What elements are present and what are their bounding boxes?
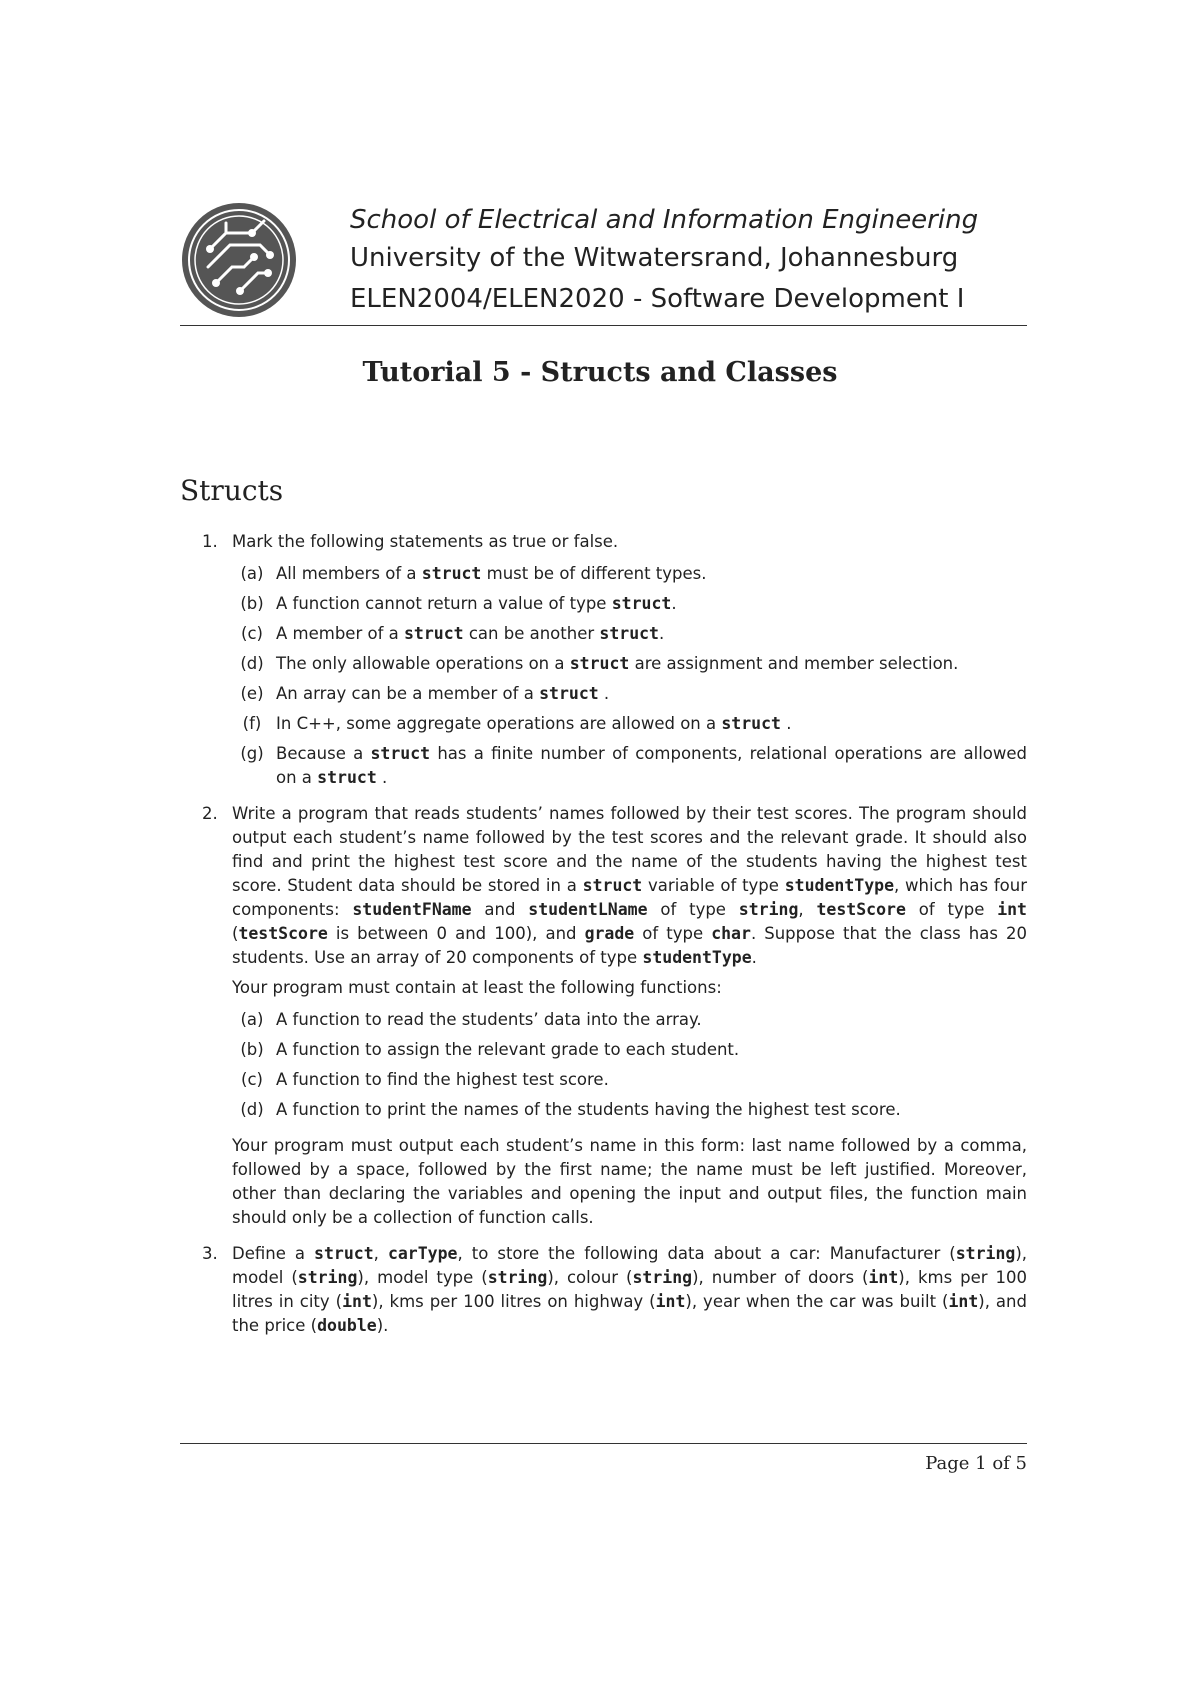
item-text: A function to read the students’ data into the array. <box>276 1010 702 1029</box>
list-item <box>232 1038 1027 1062</box>
item-label: (d) <box>240 654 264 673</box>
code-keyword: int <box>868 1268 899 1287</box>
item-text: . <box>659 624 665 643</box>
school-name: School of Electrical and Information Engineering <box>350 205 979 235</box>
item-label: (c) <box>241 624 263 643</box>
question-number: 3. <box>202 1244 218 1263</box>
text-run: of type <box>647 900 739 919</box>
item-text: A function to find the highest test score. <box>276 1070 609 1089</box>
list-item <box>232 622 1027 646</box>
item-text: . <box>780 714 792 733</box>
code-keyword: struct <box>599 624 659 643</box>
question-1 <box>180 530 1027 790</box>
item-text: Because a <box>276 744 371 763</box>
item-label: (a) <box>240 564 264 583</box>
text-run: . <box>751 948 757 967</box>
item-text: All members of a <box>276 564 422 583</box>
header-divider <box>180 325 1027 326</box>
item-text: are assignment and member selection. <box>629 654 959 673</box>
code-keyword: char <box>711 924 751 943</box>
item-text: can be another <box>463 624 600 643</box>
list-item <box>232 1098 1027 1122</box>
question-2-functions <box>232 1008 1027 1122</box>
text-run: , to store the following data about a car: Manufacturer ( <box>457 1244 956 1263</box>
text-run: . Suppose that the class has 20 students. Use an array of 20 components of type <box>232 924 1027 967</box>
item-text: A function cannot return a value of type <box>276 594 612 613</box>
item-label: (e) <box>240 684 264 703</box>
circuit-seal-icon <box>180 201 298 319</box>
code-keyword: string <box>955 1244 1016 1263</box>
text-run: , which has four components: <box>232 876 1027 919</box>
question-text <box>232 1242 1027 1338</box>
text-run: , <box>373 1244 388 1263</box>
text-run: of type <box>634 924 712 943</box>
item-label: (b) <box>240 1040 264 1059</box>
text-run: ), model ( <box>232 1244 1027 1287</box>
item-text: . <box>376 768 388 787</box>
item-text: . <box>671 594 677 613</box>
text-run: variable of type <box>642 876 785 895</box>
list-item <box>232 592 1027 616</box>
question-number: 1. <box>202 532 218 551</box>
item-label: (a) <box>240 1010 264 1029</box>
list-item <box>232 562 1027 586</box>
code-keyword: studentType <box>642 948 752 967</box>
code-keyword: struct <box>721 714 781 733</box>
text-run: ), kms per 100 litres on highway ( <box>371 1292 656 1311</box>
text-run: ), model type ( <box>357 1268 488 1287</box>
code-keyword: struct <box>404 624 464 643</box>
paragraph: Your program must output each student’s name in this form: last name followed by a comma, followed by a space, followed by the first name; the name must be left justified. Moreover, other than declaring the variables and opening the input and output files, the function main should only be a collection of function calls. <box>232 1136 1027 1227</box>
question-text: Mark the following statements as true or false. <box>232 532 619 551</box>
text-run: Define a <box>232 1244 315 1263</box>
text-run: ). <box>376 1316 389 1335</box>
text-run: , <box>798 900 817 919</box>
code-keyword: struct <box>421 564 482 583</box>
code-keyword: studentLName <box>528 900 648 919</box>
text-run: ), year when the car was built ( <box>685 1292 949 1311</box>
code-keyword: struct <box>611 594 672 613</box>
item-text: must be of different types. <box>481 564 707 583</box>
item-text: . <box>598 684 610 703</box>
code-keyword: struct <box>582 876 643 895</box>
code-keyword: struct <box>314 1244 374 1263</box>
code-keyword: int <box>948 1292 979 1311</box>
text-run: is between 0 and 100), and <box>327 924 585 943</box>
item-label: (f) <box>242 714 262 733</box>
code-keyword: studentFName <box>352 900 472 919</box>
text-run: and <box>471 900 529 919</box>
university-name: University of the Witwatersrand, Johannesburg <box>350 243 959 273</box>
code-keyword: string <box>738 900 799 919</box>
item-text: A member of a <box>276 624 404 643</box>
list-item <box>232 712 1027 736</box>
list-item <box>232 652 1027 676</box>
code-keyword: string <box>632 1268 693 1287</box>
code-keyword: struct <box>539 684 599 703</box>
code-keyword: struct <box>370 744 431 763</box>
paragraph: Your program must contain at least the following functions: <box>232 978 722 997</box>
code-keyword: testScore <box>238 924 328 943</box>
list-item <box>232 682 1027 706</box>
code-keyword: struct <box>317 768 377 787</box>
text-run: of type <box>905 900 998 919</box>
code-keyword: studentType <box>784 876 895 895</box>
text-run: ), and the price ( <box>232 1292 1027 1335</box>
section-heading: Structs <box>180 474 284 507</box>
page-number: Page 1 of 5 <box>925 1453 1027 1474</box>
item-text: An array can be a member of a <box>276 684 540 703</box>
item-text: A function to print the names of the students having the highest test score. <box>276 1100 901 1119</box>
footer-divider <box>180 1443 1027 1444</box>
text-run: ), colour ( <box>547 1268 633 1287</box>
code-keyword: string <box>487 1268 548 1287</box>
item-text: In C++, some aggregate operations are allowed on a <box>276 714 722 733</box>
question-text <box>232 802 1027 970</box>
list-item <box>232 742 1027 790</box>
code-keyword: int <box>997 900 1027 919</box>
code-keyword: int <box>342 1292 372 1311</box>
item-label: (b) <box>240 594 264 613</box>
document-title: Tutorial 5 - Structs and Classes <box>362 357 838 388</box>
list-item <box>232 1008 1027 1032</box>
item-text: The only allowable operations on a <box>276 654 570 673</box>
code-keyword: double <box>317 1316 377 1335</box>
question-number: 2. <box>202 804 218 823</box>
text-run: ( <box>232 924 239 943</box>
code-keyword: struct <box>569 654 630 673</box>
item-text: A function to assign the relevant grade to each student. <box>276 1040 740 1059</box>
code-keyword: grade <box>584 924 635 943</box>
question-2 <box>180 802 1027 1230</box>
code-keyword: carType <box>387 1244 458 1263</box>
text-run: ), kms per 100 litres in city ( <box>232 1268 1028 1311</box>
text-run: ), number of doors ( <box>692 1268 869 1287</box>
item-text: has a finite number of components, relational operations are allowed on a <box>276 744 1027 787</box>
list-item <box>232 1068 1027 1092</box>
code-keyword: string <box>297 1268 358 1287</box>
code-keyword: int <box>655 1292 686 1311</box>
document-body <box>180 530 1027 1350</box>
item-label: (g) <box>240 744 264 763</box>
text-run: Write a program that reads students’ names followed by their test scores. The program should output each student’s name followed by the test scores and the relevant grade. It should also find and print the highest test score and the name of the students having the highest test score. Student data should be stored in a <box>232 804 1027 895</box>
item-label: (c) <box>241 1070 263 1089</box>
code-keyword: testScore <box>816 900 906 919</box>
question-1-statements <box>232 562 1027 790</box>
item-label: (d) <box>240 1100 264 1119</box>
course-name: ELEN2004/ELEN2020 - Software Development I <box>350 284 965 314</box>
question-3 <box>180 1242 1027 1338</box>
